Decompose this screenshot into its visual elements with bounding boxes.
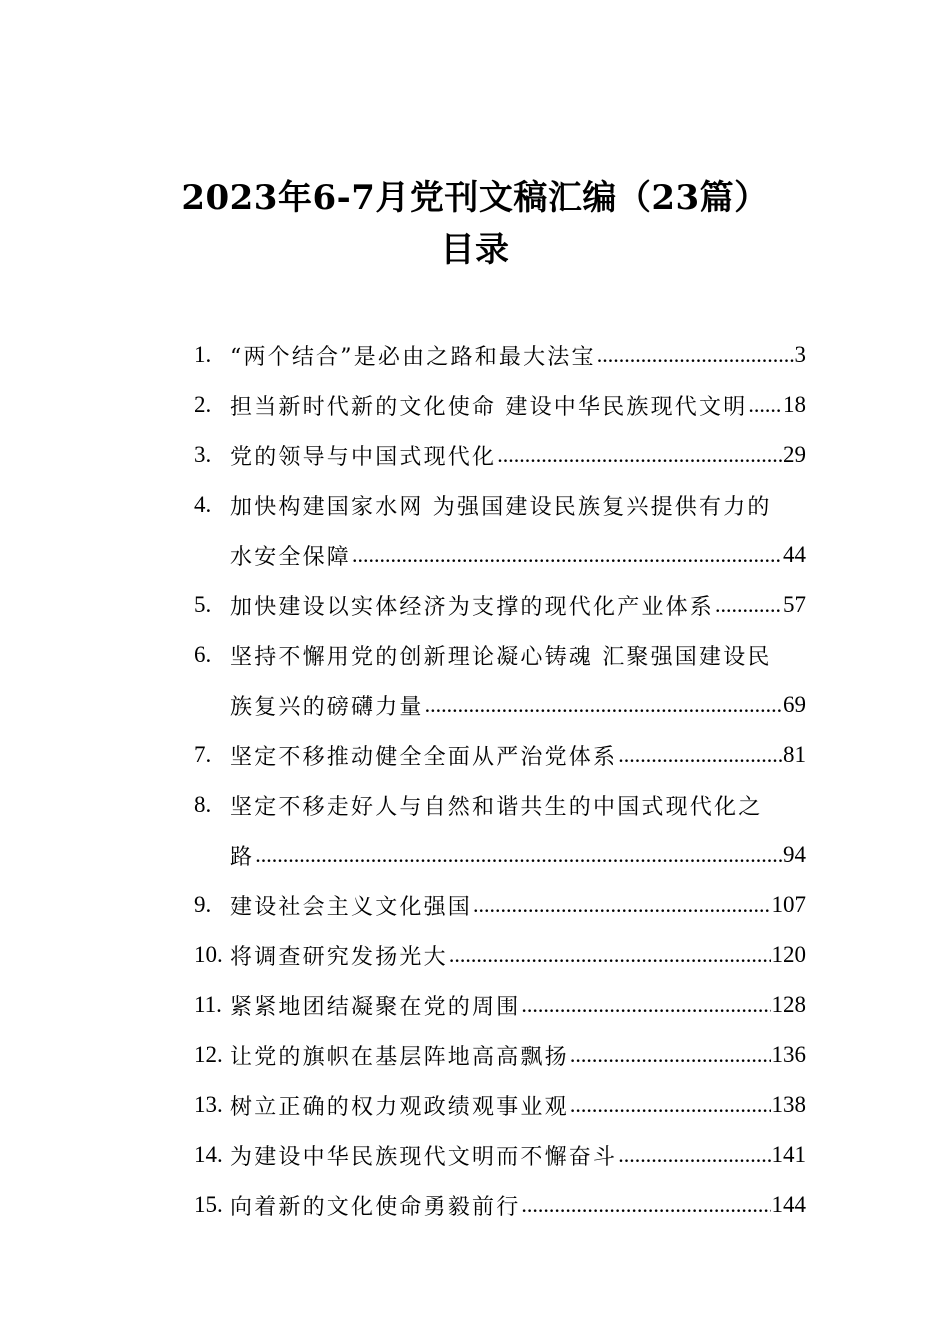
- toc-page-number: 120: [771, 942, 806, 967]
- toc-number: 9.: [194, 892, 212, 917]
- toc-page-number: 18: [783, 392, 806, 417]
- dot-leader: [497, 442, 782, 468]
- toc-number: 7.: [194, 742, 212, 767]
- toc-title-line1: 加快构建国家水网 为强国建设民族复兴提供有力的: [230, 494, 772, 520]
- toc-page-number: 3: [794, 342, 806, 367]
- dot-leader: [255, 842, 782, 868]
- toc-title: 为建设中华民族现代文明而不懈奋斗: [230, 1144, 618, 1170]
- toc-entry-2[interactable]: [194, 380, 806, 430]
- toc-title: 树立正确的权力观政绩观事业观: [230, 1094, 569, 1120]
- dot-leader: [715, 592, 782, 618]
- toc-title-line2: 路: [230, 844, 255, 870]
- toc-number: 6.: [194, 642, 212, 667]
- toc-number: 5.: [194, 592, 212, 617]
- toc-entry-3[interactable]: [194, 430, 806, 480]
- dot-leader: [521, 1192, 770, 1218]
- toc-title: “两个结合”是必由之路和最大法宝: [230, 344, 596, 370]
- toc-entry-1[interactable]: [194, 330, 806, 380]
- dot-leader: [521, 992, 770, 1018]
- toc-page-number: 69: [783, 692, 806, 717]
- toc-number: 3.: [194, 442, 212, 467]
- toc-page-number: 81: [783, 742, 806, 767]
- dot-leader: [352, 542, 782, 568]
- toc-title: 担当新时代新的文化使命 建设中华民族现代文明: [230, 394, 748, 420]
- toc-title: 加快建设以实体经济为支撑的现代化产业体系: [230, 594, 715, 620]
- toc-number: 14.: [194, 1142, 223, 1167]
- toc-page-number: 128: [771, 992, 806, 1017]
- toc-entry-10[interactable]: [194, 930, 806, 980]
- toc-title: 向着新的文化使命勇毅前行: [230, 1194, 521, 1220]
- toc-number: 4.: [194, 492, 212, 517]
- toc-entry-7[interactable]: [194, 730, 806, 780]
- toc-page-number: 57: [783, 592, 806, 617]
- toc-number: 13.: [194, 1092, 223, 1117]
- toc-entry-12[interactable]: [194, 1030, 806, 1080]
- toc-title: 党的领导与中国式现代化: [230, 444, 497, 470]
- toc-page-number: 136: [771, 1042, 806, 1067]
- dot-leader: [748, 392, 782, 418]
- toc-title-line1: 坚定不移走好人与自然和谐共生的中国式现代化之: [230, 794, 763, 820]
- toc-entry-14[interactable]: [194, 1130, 806, 1180]
- document-title: 2023年6-7月党刊文稿汇编（23篇）: [181, 178, 769, 218]
- toc-title: 将调查研究发扬光大: [230, 944, 448, 970]
- toc-page-number: 144: [771, 1192, 806, 1217]
- toc-title: 紧紧地团结凝聚在党的周围: [230, 994, 521, 1020]
- table-of-contents: [194, 330, 806, 1230]
- toc-number: 2.: [194, 392, 212, 417]
- toc-number: 15.: [194, 1192, 223, 1217]
- toc-title: 让党的旗帜在基层阵地高高飘扬: [230, 1044, 569, 1070]
- dot-leader: [570, 1042, 771, 1068]
- toc-title-line2: 水安全保障: [230, 544, 352, 570]
- toc-number: 8.: [194, 792, 212, 817]
- toc-title-line1: 坚持不懈用党的创新理论凝心铸魂 汇聚强国建设民: [230, 644, 772, 670]
- toc-page-number: 138: [771, 1092, 806, 1117]
- dot-leader: [425, 692, 782, 718]
- toc-entry-8[interactable]: [194, 780, 806, 880]
- toc-page-number: 141: [771, 1142, 806, 1167]
- toc-page-number: 44: [783, 542, 806, 567]
- dot-leader: [449, 942, 771, 968]
- toc-entry-13[interactable]: [194, 1080, 806, 1130]
- toc-title-line2: 族复兴的磅礴力量: [230, 694, 424, 720]
- toc-entry-9[interactable]: [194, 880, 806, 930]
- toc-page-number: 94: [783, 842, 806, 867]
- dot-leader: [570, 1092, 771, 1118]
- toc-heading: 目录: [440, 230, 510, 270]
- toc-page-number: 107: [771, 892, 806, 917]
- toc-entry-6[interactable]: [194, 630, 806, 730]
- toc-number: 11.: [194, 992, 222, 1017]
- dot-leader: [618, 1142, 770, 1168]
- toc-entry-11[interactable]: [194, 980, 806, 1030]
- toc-number: 1.: [194, 342, 212, 367]
- toc-number: 10.: [194, 942, 223, 967]
- toc-number: 12.: [194, 1042, 223, 1067]
- toc-entry-15[interactable]: [194, 1180, 806, 1230]
- toc-title: 坚定不移推动健全全面从严治党体系: [230, 744, 618, 770]
- dot-leader: [618, 742, 782, 768]
- dot-leader: [473, 892, 770, 918]
- toc-title: 建设社会主义文化强国: [230, 894, 473, 920]
- toc-page-number: 29: [783, 442, 806, 467]
- toc-entry-5[interactable]: [194, 580, 806, 630]
- toc-entry-4[interactable]: [194, 480, 806, 580]
- dot-leader: [597, 342, 794, 368]
